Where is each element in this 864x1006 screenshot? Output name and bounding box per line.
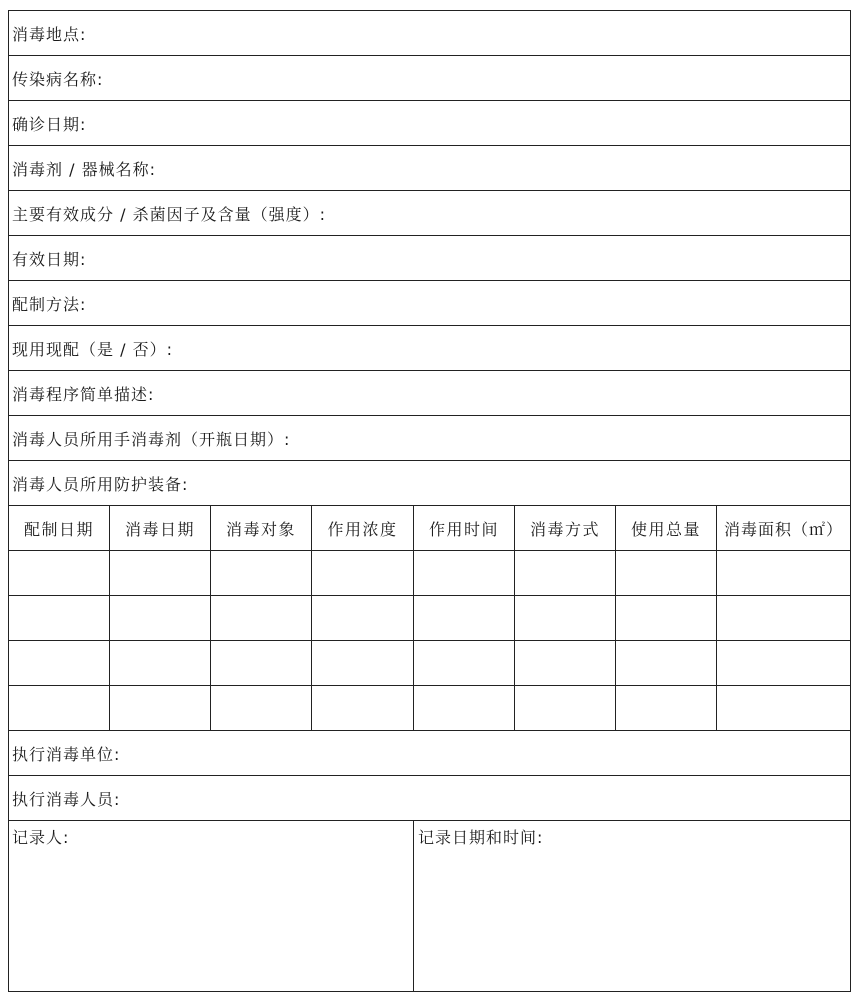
table-cell[interactable] (717, 596, 850, 640)
field-active-ingredient[interactable] (9, 191, 850, 236)
table-cell[interactable] (9, 686, 110, 730)
table-row (9, 686, 850, 731)
table-cell[interactable] (717, 686, 850, 730)
table-cell[interactable] (414, 641, 515, 685)
table-cell[interactable] (110, 641, 211, 685)
field-hand-disinfectant[interactable] (9, 416, 850, 461)
table-cell[interactable] (515, 596, 616, 640)
header-concentration: 作用浓度 (312, 506, 414, 550)
field-disinfectant-name[interactable] (9, 146, 850, 191)
field-label: 确诊日期: (12, 114, 87, 134)
field-label: 消毒人员所用手消毒剂（开瓶日期）: (12, 429, 291, 449)
field-protective-equipment[interactable] (9, 461, 850, 506)
table-cell[interactable] (312, 551, 414, 595)
table-cell[interactable] (616, 686, 717, 730)
field-label: 配制方法: (12, 294, 87, 314)
table-cell[interactable] (515, 686, 616, 730)
table-cell[interactable] (312, 641, 414, 685)
field-label: 执行消毒人员: (12, 789, 121, 809)
table-cell[interactable] (414, 686, 515, 730)
field-label: 现用现配（是 / 否）: (12, 339, 173, 359)
field-location[interactable] (9, 11, 850, 56)
field-label: 主要有效成分 / 杀菌因子及含量（强度）: (12, 204, 326, 224)
field-label: 消毒地点: (12, 24, 87, 44)
table-cell[interactable] (211, 551, 312, 595)
table-cell[interactable] (110, 551, 211, 595)
field-label: 消毒程序简单描述: (12, 384, 155, 404)
table-cell[interactable] (717, 551, 850, 595)
table-cell[interactable] (616, 641, 717, 685)
table-cell[interactable] (616, 596, 717, 640)
table-cell[interactable] (414, 596, 515, 640)
field-preparation-method[interactable] (9, 281, 850, 326)
header-preparation-date: 配制日期 (9, 506, 110, 550)
disinfection-record-form (8, 10, 851, 992)
table-row (9, 551, 850, 596)
table-cell[interactable] (616, 551, 717, 595)
field-label: 消毒人员所用防护装备: (12, 474, 189, 494)
recorder-box[interactable] (9, 821, 414, 991)
field-label: 传染病名称: (12, 69, 104, 89)
signature-section (9, 821, 850, 991)
table-cell[interactable] (211, 686, 312, 730)
header-disinfection-date: 消毒日期 (110, 506, 211, 550)
header-total-usage: 使用总量 (616, 506, 717, 550)
field-label: 消毒剂 / 器械名称: (12, 159, 156, 179)
recorder-label: 记录人: (12, 828, 70, 847)
table-cell[interactable] (9, 641, 110, 685)
table-cell[interactable] (515, 551, 616, 595)
table-cell[interactable] (312, 596, 414, 640)
table-cell[interactable] (312, 686, 414, 730)
table-cell[interactable] (9, 551, 110, 595)
table-cell[interactable] (211, 596, 312, 640)
field-freshly-prepared[interactable] (9, 326, 850, 371)
header-action-time: 作用时间 (414, 506, 515, 550)
table-cell[interactable] (717, 641, 850, 685)
table-header-row (9, 506, 850, 551)
record-datetime-box[interactable] (414, 821, 850, 991)
record-datetime-label: 记录日期和时间: (418, 828, 544, 847)
table-cell[interactable] (414, 551, 515, 595)
table-row (9, 641, 850, 686)
header-disinfection-area: 消毒面积（㎡） (723, 519, 843, 539)
table-cell[interactable] (211, 641, 312, 685)
table-cell[interactable] (515, 641, 616, 685)
field-executing-personnel[interactable] (9, 776, 850, 821)
field-procedure[interactable] (9, 371, 850, 416)
table-cell[interactable] (110, 686, 211, 730)
table-cell[interactable] (110, 596, 211, 640)
field-diagnosis-date[interactable] (9, 101, 850, 146)
table-cell[interactable] (9, 596, 110, 640)
header-disinfection-object: 消毒对象 (211, 506, 312, 550)
field-executing-unit[interactable] (9, 731, 850, 776)
field-label: 执行消毒单位: (12, 744, 121, 764)
table-row (9, 596, 850, 641)
header-disinfection-method: 消毒方式 (515, 506, 616, 550)
field-disease-name[interactable] (9, 56, 850, 101)
field-label: 有效日期: (12, 249, 87, 269)
field-expiry-date[interactable] (9, 236, 850, 281)
